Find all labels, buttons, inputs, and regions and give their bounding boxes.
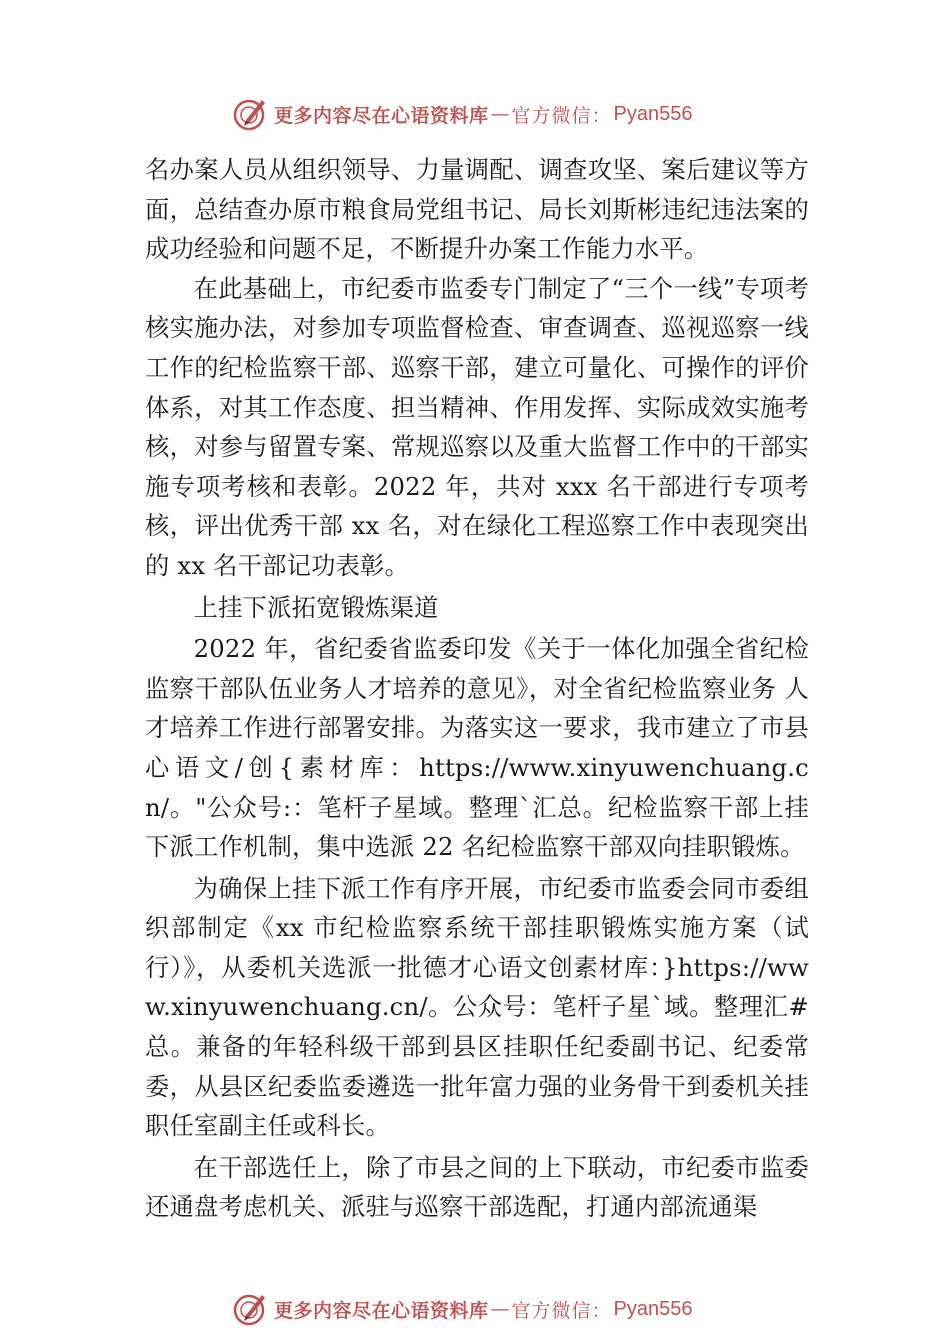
paragraph-5: 在干部选任上，除了市县之间的上下联动，市纪委市监委还通盘考虑机关、派驻与巡察干部选配，打通内部流通渠 — [145, 1152, 809, 1222]
header-watermark — [232, 96, 693, 132]
footer-watermark — [232, 1291, 693, 1327]
section-heading: 上挂下派拓宽锻炼渠道 — [193, 592, 439, 622]
watermark-separator: — — [490, 1298, 510, 1320]
paragraph-1: 名办案人员从组织领导、力量调配、调查攻坚、案后建议等方面，总结查办原市粮食局党组书记、局长刘斯彬违纪违法案的成功经验和问题不足，不断提升办案工作能力水平。 — [145, 155, 809, 264]
watermark-text: 更多内容尽在心语资料库 — [274, 1299, 489, 1322]
watermark-label: 官方微信： — [511, 104, 612, 127]
paragraph-3: 2022 年，省纪委省监委印发《关于一体化加强全省纪检监察干部队伍业务人才培养的意见》，对全省纪检监察业务 人才培养工作进行部署安排。为落实这一要求，我市建立了市县心语文/创{素材库：https://www.xinyuwenchuang.cn/。"公众号:：笔杆子星域。整理`汇总。纪检监察干部上挂下派工作机制，集中选派 22 名纪检监察干部双向挂职锻炼。 — [145, 634, 809, 862]
paragraph-4: 为确保上挂下派工作有序开展，市纪委市监委会同市委组织部制定《xx 市纪检监察系统干部挂职锻炼实施方案（试行）》，从委机关选派一批德才心语文创素材库：}https://www.xinyuwenchuang.cn/。公众号：笔杆子星`域。整理汇#总。兼备的年轻科级干部到县区挂职任纪委副书记、纪委常委，从县区纪委监委遴选一批年富力强的业务骨干到委机关挂职任室副主任或科长。 — [145, 873, 809, 1141]
watermark-text: 更多内容尽在心语资料库 — [274, 104, 489, 127]
watermark-label: 官方微信： — [511, 1299, 612, 1322]
watermark-handle: Pyan556 — [613, 102, 693, 125]
watermark-handle: Pyan556 — [613, 1297, 693, 1320]
pen-seal-icon — [232, 96, 268, 132]
document-body — [145, 150, 809, 1227]
pen-seal-icon — [232, 1291, 268, 1327]
watermark-separator: — — [490, 103, 510, 125]
paragraph-2: 在此基础上，市纪委市监委专门制定了“三个一线”专项考核实施办法，对参加专项监督检查、审查调查、巡视巡察一线工作的纪检监察干部、巡察干部，建立可量化、可操作的评价体系，对其工作态度、担当精神、作用发挥、实际成效实施考核，对参与留置专案、常规巡察以及重大监督工作中的干部实施专项考核和表彰。2022 年，共对 xxx 名干部进行专项考核，评出优秀干部 xx 名，对在绿化工程巡察工作中表现突出的 xx 名干部记功表彰。 — [145, 273, 809, 580]
